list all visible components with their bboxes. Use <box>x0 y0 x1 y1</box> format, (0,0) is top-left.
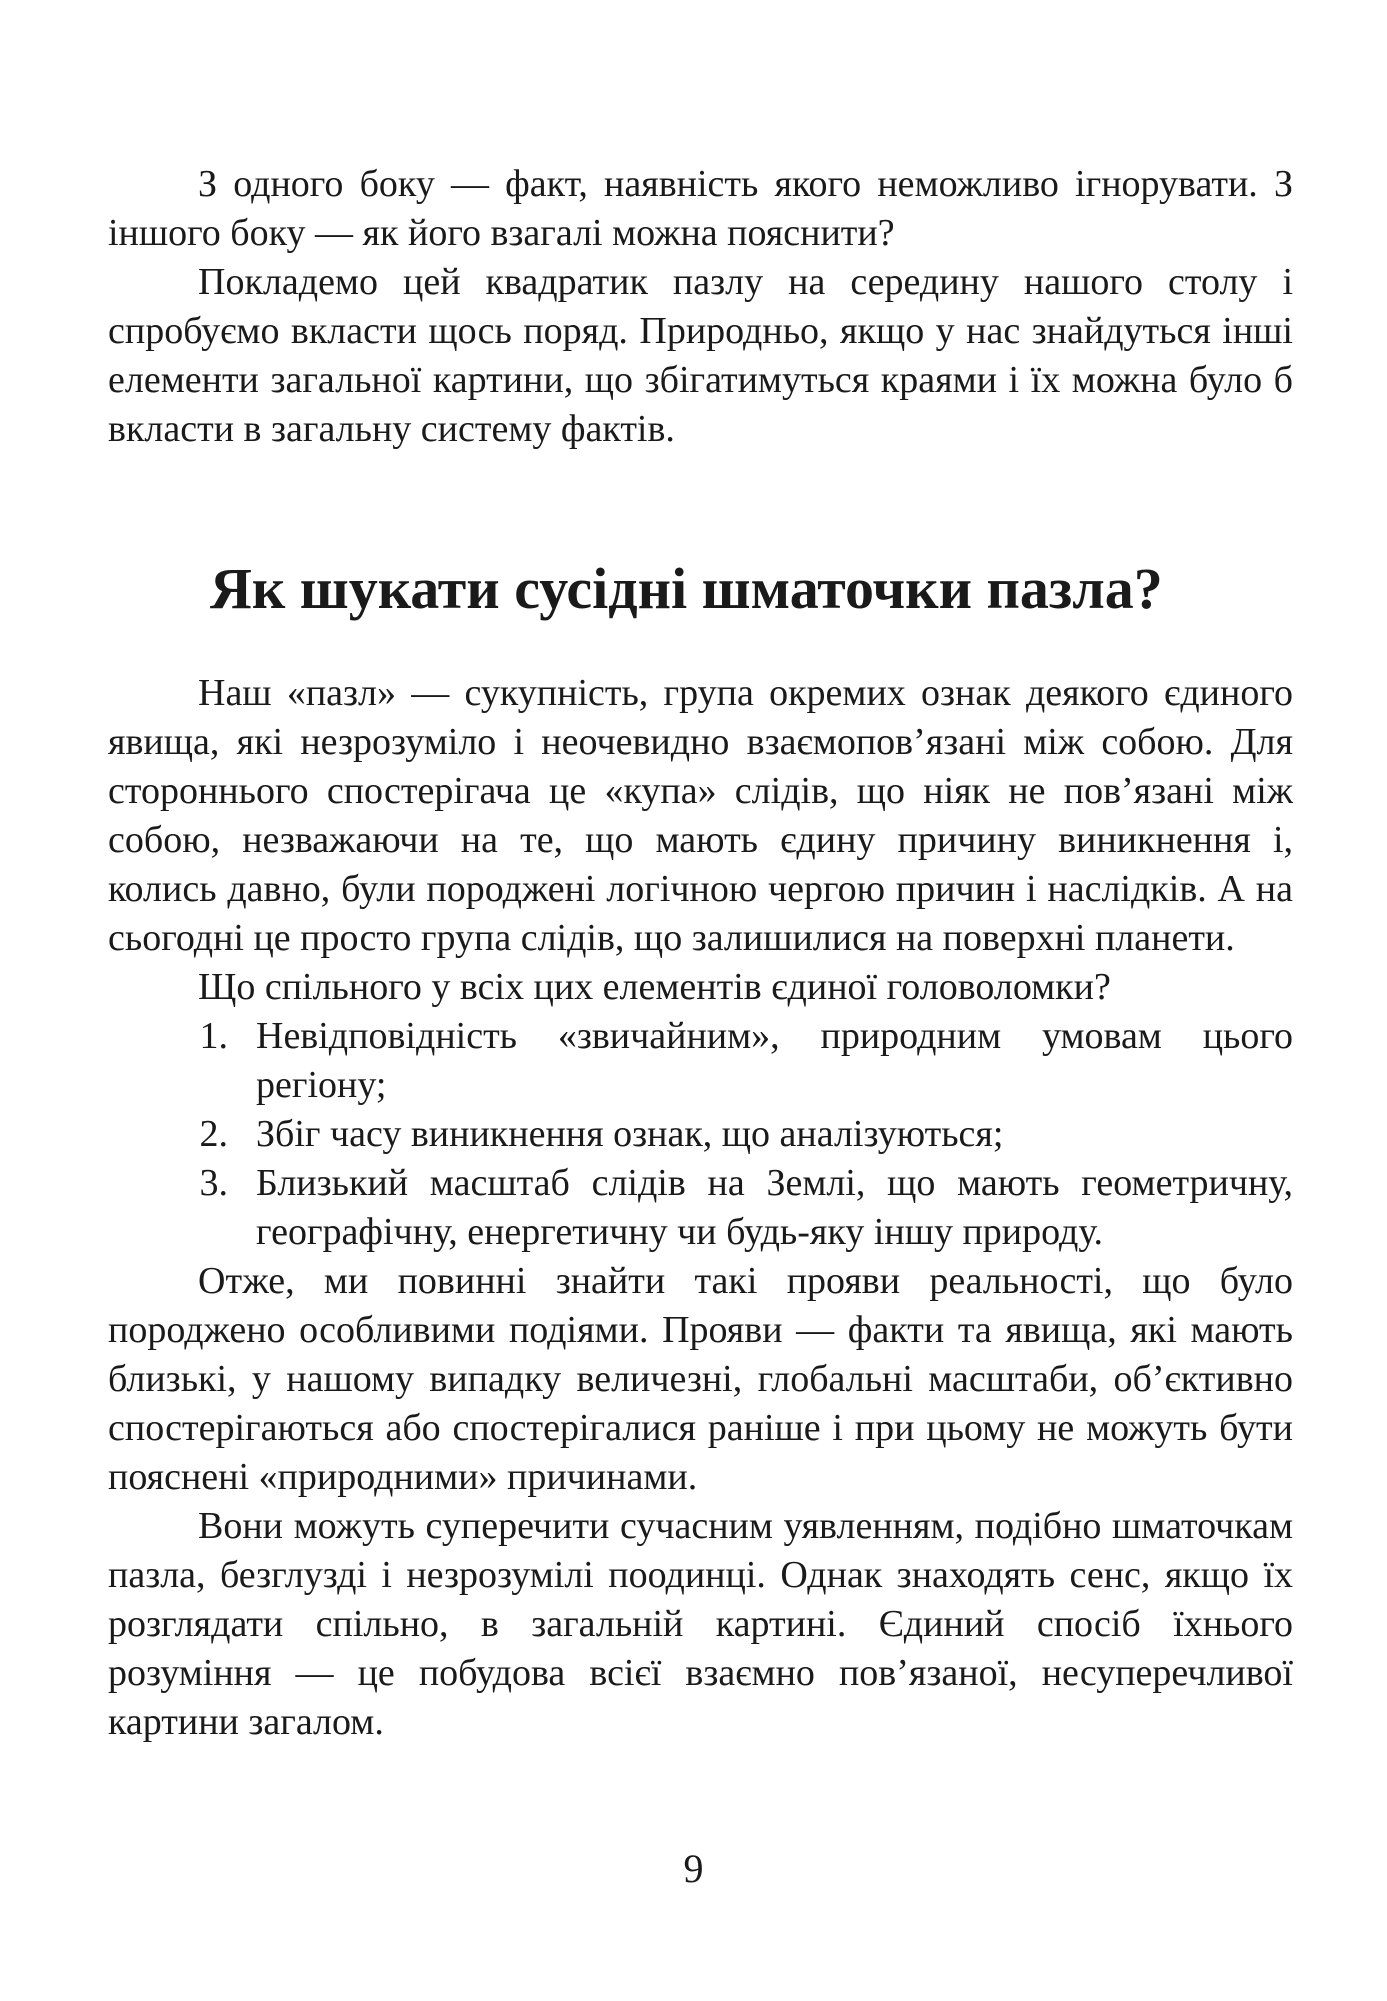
page-body <box>108 160 1293 1747</box>
paragraph-question: Що спільного у всіх цих елементів єдиної головоломки? <box>198 966 1111 1008</box>
list-item-text: Близький масштаб слідів на Землі, що мають геометричну, географічну, енергетичну чи будь-яку іншу природу. <box>256 1162 1293 1253</box>
list-item <box>108 1012 1293 1110</box>
list-item-number: 1. <box>199 1015 228 1057</box>
page-number: 9 <box>683 1846 704 1891</box>
list-item-number: 2. <box>199 1113 228 1155</box>
paragraph-conclusion: Вони можуть суперечити сучасним уявленням, подібно шматочкам пазла, безглузді і незрозумілі поодинці. Однак знаходять сенс, якщо їх розглядати спільно, в загальній картині. Єдиний спосіб їхнього розуміння — це побудова всієї взаємно пов’язаної, несуперечливої картини загалом. <box>108 1505 1293 1743</box>
list-item <box>108 1159 1293 1257</box>
list-item-text: Збіг часу виникнення ознак, що аналізуються; <box>256 1113 1004 1155</box>
paragraph-intro-2: Покладемо цей квадратик пазлу на середину нашого столу і спробуємо вкласти щось поряд. Природньо, якщо у нас знайдуться інші елементи загальної картини, що збігатимуться краями і їх можна було б вкласти в загальну систему фактів. <box>108 261 1293 450</box>
section-heading: Як шукати сусідні шматочки пазла? <box>210 556 1163 621</box>
paragraph-intro-1: З одного боку — факт, наявність якого неможливо ігнорувати. З іншого боку — як його взагалі можна пояснити? <box>108 163 1293 254</box>
criteria-list <box>108 1012 1293 1257</box>
paragraph-puzzle-definition: Наш «пазл» — сукупність, група окремих ознак деякого єдиного явища, які незрозуміло і неочевидно взаємопов’язані між собою. Для стороннього спостерігача це «купа» слідів, що ніяк не пов’язані між собою, незважаючи на те, що мають єдину причину виникнення і, колись давно, були породжені логічною чергою причин і наслідків. А на сьогодні це просто група слідів, що залишилися на поверхні планети. <box>108 672 1293 959</box>
paragraph-manifestations: Отже, ми повинні знайти такі прояви реальності, що було породжено особливими подіями. Прояви — факти та явища, які мають близькі, у нашому випадку величезні, глобальні масштаби, об’єктивно спостерігаються або спостерігалися раніше і при цьому не можуть бути пояснені «природними» причинами. <box>108 1260 1293 1498</box>
list-item <box>108 1110 1293 1159</box>
list-item-text: Невідповідність «звичайним», природним умовам цього регіону; <box>256 1015 1293 1106</box>
list-item-number: 3. <box>199 1162 228 1204</box>
